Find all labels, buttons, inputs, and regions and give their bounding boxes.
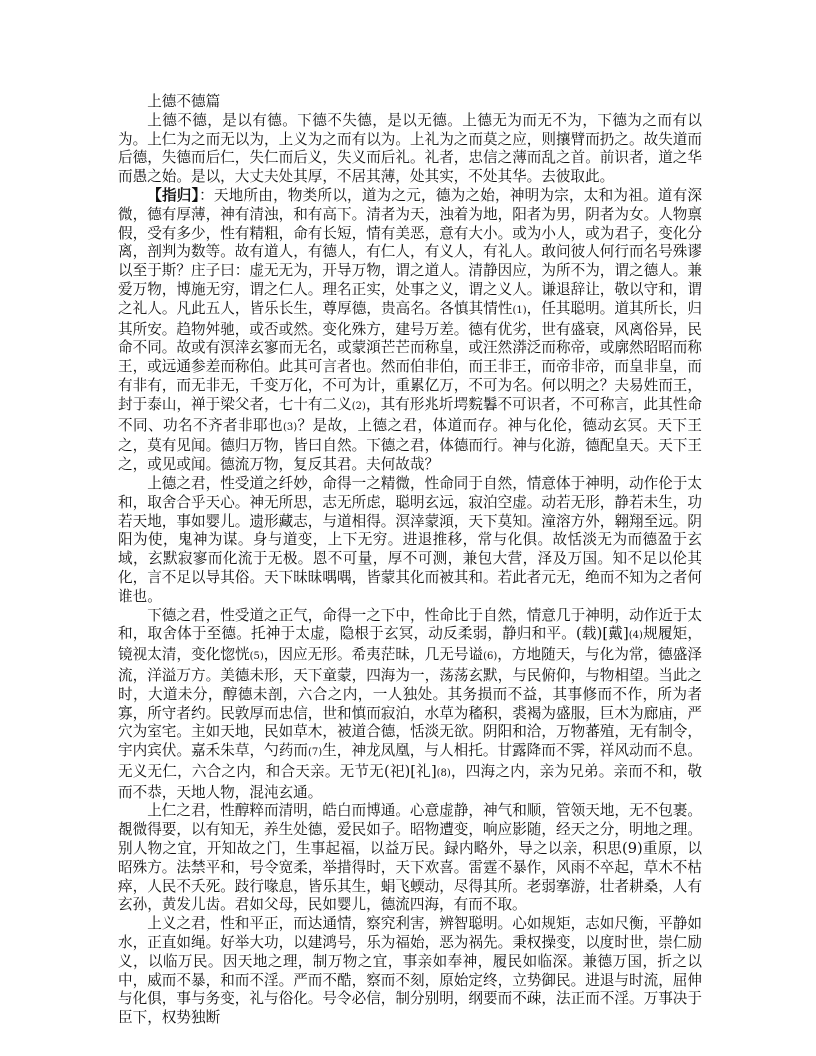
footnote-ref-4: (4): [628, 630, 643, 642]
document-title: 上德不德篇: [147, 93, 221, 110]
paragraph-upper-benevolence-ruler: 上仁之君，性醇粹而清明，皓白而博通。心意虚静，神气和顺，管领天地，无不包裹。覩微得要，以有知无，养生处德，爱民如子。昭物遭变，响应影随，经天之分，明地之理。别人物之宜，开知故之门，生事起福，以益万民。録内略外，导之以亲，积思(9)重原，以昭殊方。法禁平和，号令宽柔，举措得时，天下欢喜。雷霆不暴作，风雨不卒起，草木不枯瘁，人民不夭死。跂行喙息，皆乐其生，蜎飞蝡动，尽得其所。老弱搴游，壮者耕桑，人有玄孙，黄发儿齿。君如父母，民如婴儿，德流四海，有而不取。: [118, 802, 702, 914]
commentary-label: 【指归】: [147, 186, 200, 204]
lower-virtue-text-c: ，因应无形。希夷茫昧，几无号谥: [263, 646, 484, 664]
paragraph-commentary: [118, 187, 702, 475]
paragraph-upper-righteousness-ruler: 上义之君，性和平正，而达通情，察究利害，辨智聪明。心如规矩，志如尺衡，平静如水，正直如绳。好举大功，以建鸿号，乐为福始，恶为祸先。秉权操变，以度时世，崇仁励义，以临万民。因天地之理，制万物之宜，事亲如奉神，履民如临深。兼德万国，折之以中，威而不暴，和而不淫。严而不酷，察而不刻，原始定终，立势御民。进退与时流，屈伸与化俱，事与务变，礼与俗化。号令必信，制分别明，纲要而不疎，法正而不淫。万事决于臣下，权势独断: [118, 915, 702, 1027]
footnote-ref-6: (6): [483, 651, 498, 663]
footnote-ref-7: (7): [307, 747, 323, 759]
commentary-text-b: ，任其聪明。道其所长，归其所安。趋物舛驰，或否或然。变化殊方，建号万差。德有优劣，世有盛衰，风离俗异，民命不同。故或有溟涬玄寥而无名，或蒙澒芒芒而称皇，或汪然漭泛而称帝，或廓然昭昭而称王，或远通参差而称伯。此其可言者也。然而伯非伯，而王非王，而帝非帝，而皇非皇，而有非有，而无非无，千变万化，不可为计，重累亿万，不可为名。何以明之？夫易姓而王，封于泰山，禅于梁父者，七十有二义: [118, 299, 702, 413]
paragraph-upper-virtue-ruler: 上德之君，性受道之纤妙，命得一之精微，性命同于自然，情意体于神明，动作伦于太和，取舍合乎天心。神无所思，志无所虑，聪明玄远，寂泊空虚。动若无形，静若未生，功若天地，事如婴儿。遗形藏志，与道相得。溟涬蒙澒，天下莫知。潼溶方外，翱翔至远。阴阳为使，鬼神为谋。身与道变，上下无穷。进退推移，常与化俱。故恬淡无为而德盈于玄域，玄默寂寥而化流于无极。恩不可量，厚不可测，兼包大营，泽及万国。知不足以伦其化，言不足以导其俗。天下昧昧喁喁，皆蒙其化而被其和。若此者元无，绝而不知为之者何谁也。: [118, 474, 702, 605]
lower-virtue-text-b: 规履矩，镜视太清，变化惚恍: [118, 625, 702, 664]
commentary-text-a: ：天地所由，物类所以，道为之元，德为之始，神明为宗，太和为祖。道有深微，德有厚薄，神有清浊，和有高下。清者为天，浊着为地，阳者为男，阴者为女。人物禀假，受有多少，性有精粗，命有长短，情有美恶，意有大小。或为小人，或为君子，变化分离，剖判为数等。故有道人，有德人，有仁人，有义人，有礼人。敢问彼人何行而名号殊谬以至于斯？庄子曰：虚无无为，开导万物，谓之道人。清静因应，为所不为，谓之德人。兼爱万物，博施无穷，谓之仁人。理名正实，处事之义，谓之义人。谦退辞让，敬以守和，谓之礼人。凡此五人，皆乐长生，尊厚德，贵高名。各慎其情性: [118, 186, 702, 317]
footnote-ref-5: (5): [249, 651, 264, 663]
footnote-ref-8: (8): [436, 767, 451, 779]
footnote-ref-2: (2): [351, 400, 366, 412]
lower-virtue-text-f: ，四海之内，亲为兄弟。亲而不和，敬而不恭，天地人物，混沌玄通。: [118, 762, 702, 801]
lower-virtue-text-d: ，方地随天，与化为常，德盛泽流，洋溢万方。美德未形，天下童蒙，四海为一，荡荡玄默，与民俯仰，与物相望。当此之时，大道未分，醇德未剖，六合之内，一人独处。其务损而不益，其事修而不作，所为者寡，所守者约。民敦厚而忠信，世和慎而寂泊，水草为稸积，裘褐为盛服，巨木为廊庙，严穴为室宅。主如天地，民如草木，被道合德，恬淡无欲。阴阳和洽，万物蕃殖，无有制令，宇内宾伏。嘉禾朱草，勺药而: [118, 646, 702, 760]
footnote-ref-1: (1): [512, 304, 527, 316]
footnote-ref-3: (3): [282, 421, 298, 433]
commentary-text-c: ，其有形兆圻堮䴷鬊不可识者，不可称言，此其性命不同、功名不齐者非耶也: [118, 395, 702, 434]
document-page: [118, 93, 702, 1028]
paragraph-main-text: 上德不德，是以有德。下德不失德，是以无德。上德无为而无不为，下德为之而有以为。上仁为之而无以为，上义为之而有以为。上礼为之而莫之应，则攘臂而扔之。故失道而后德，失德而后仁，失仁而后义，失义而后礼。礼者，忠信之薄而乱之首。前识者，道之华而愚之始。是以，大丈夫处其厚，不居其薄，处其实，不处其华。去彼取此。: [118, 111, 702, 186]
lower-virtue-text-e: 生，神龙凤凰，与人相托。甘露降而不霁，祥风动而不息。无义无仁，六合之内，和合天亲。无节无(祀)[礼]: [118, 742, 702, 780]
paragraph-lower-virtue-ruler: [118, 607, 702, 803]
commentary-text-d: ？是故，上德之君，体道而存。神与化伦，德动玄冥。天下王之，莫有见闻。德归万物，皆曰自然。下德之君，体德而行。神与化游，德配皇天。天下王之，或见或闻。德流万物，复反其君。夫何故哉？: [118, 416, 702, 474]
lower-virtue-text-a: 下德之君，性受道之正气，命得一之下中，性命比于自然，情意几于神明，动作近于太和，取舍体于至德。托神于太虚，隐根于玄冥，动反柔弱，静归和平。(载)[戴]: [118, 606, 702, 643]
